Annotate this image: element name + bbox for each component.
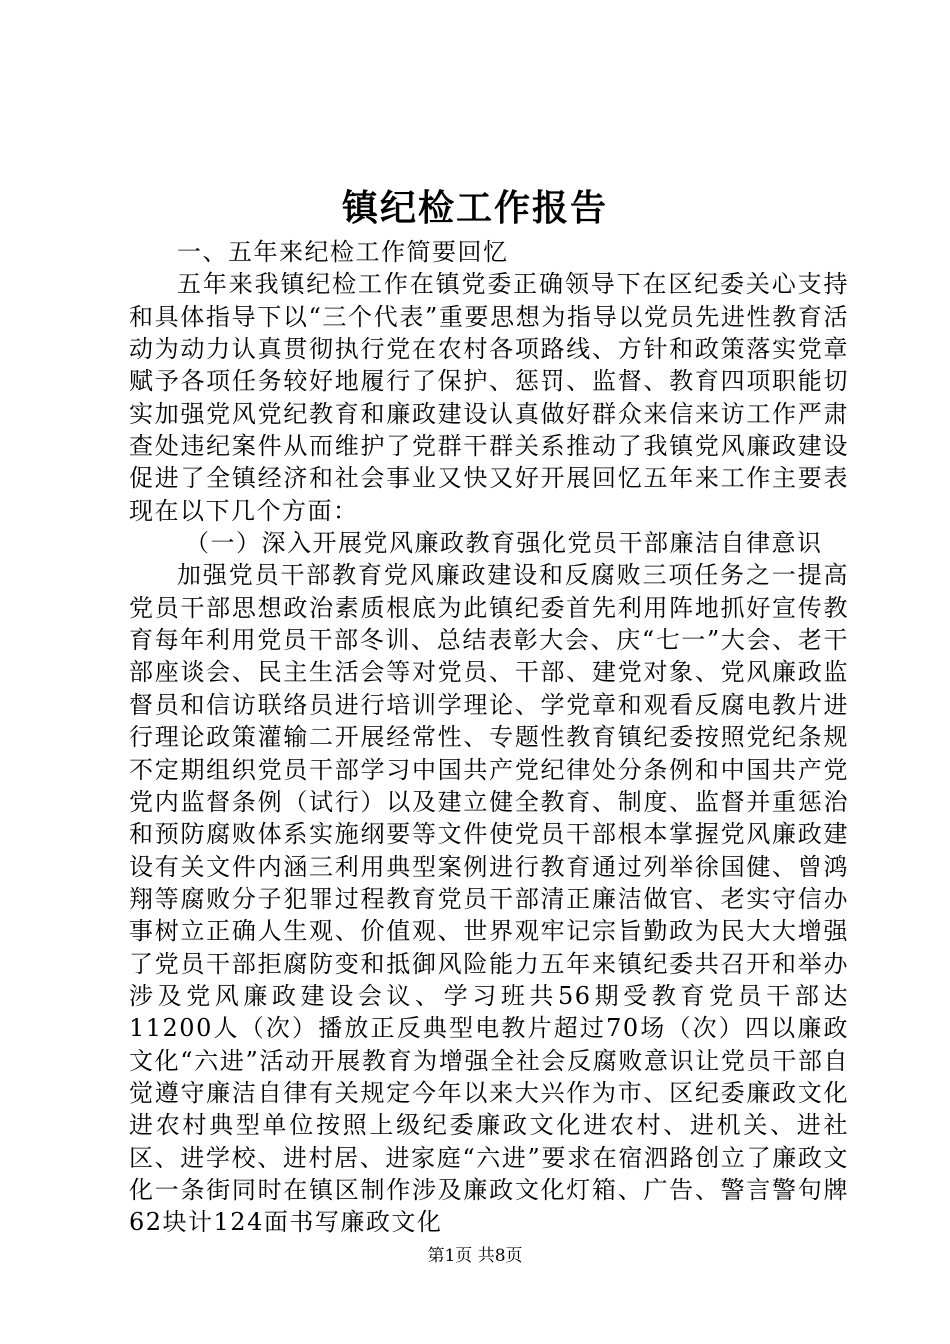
section-paragraph: 五年来我镇纪检工作在镇党委正确领导下在区纪委关心支持和具体指导下以“三个代表”重要思想为指导以党员先进性教育活动为动力认真贯彻执行党在农村各项路线、方针和政策落实党章赋予各项任务较好地履行了保护、惩罚、监督、教育四项职能切实加强党风党纪教育和廉政建设认真做好群众来信来访工作严肃查处违纪案件从而维护了党群干群关系推动了我镇党风廉政建设促进了全镇经济和社会事业又快又好开展回忆五年来工作主要表现在以下几个方面：: [129, 270, 849, 525]
subsection-paragraph: 加强党员干部教育党风廉政建设和反腐败三项任务之一提高党员干部思想政治素质根底为此镇纪委首先利用阵地抓好宣传教育每年利用党员干部冬训、总结表彰大会、庆“七一”大会、老干部座谈会、民主生活会等对党员、干部、建党对象、党风廉政监督员和信访联络员进行培训学理论、学党章和观看反腐电教片进行理论政策灌输二开展经常性、专题性教育镇纪委按照党纪条规不定期组织党员干部学习中国共产党纪律处分条例和中国共产党党内监督条例（试行）以及建立健全教育、制度、监督并重惩治和预防腐败体系实施纲要等文件使党员干部根本掌握党风廉政建设有关文件内涵三利用典型案例进行教育通过列举徐国健、曾鸿翔等腐败分子犯罪过程教育党员干部清正廉洁做官、老实守信办事树立正确人生观、价值观、世界观牢记宗旨勤政为民大大增强了党员干部拒腐防变和抵御风险能力五年来镇纪委共召开和举办涉及党风廉政建设会议、学习班共56期受教育党员干部达11200人（次）播放正反典型电教片超过70场（次）四以廉政文化“六进”活动开展教育为增强全社会反腐败意识让党员干部自觉遵守廉洁自律有关规定今年以来大兴作为市、区纪委廉政文化进农村典型单位按照上级纪委廉政文化进农村、进机关、进社区、进学校、进村居、进家庭“六进”要求在宿泗路创立了廉政文化一条街同时在镇区制作涉及廉政文化灯箱、广告、警言警句牌62块计124面书写廉政文化: [129, 561, 849, 1237]
document-body: [129, 236, 849, 1239]
document-title: 镇纪检工作报告: [341, 187, 608, 229]
page-indicator: 第1页 共8页: [427, 1246, 523, 1266]
section-heading: 一、五年来纪检工作简要回忆: [177, 238, 509, 266]
subsection-heading: （一）深入开展党风廉政教育强化党员干部廉洁自律意识: [185, 529, 823, 558]
